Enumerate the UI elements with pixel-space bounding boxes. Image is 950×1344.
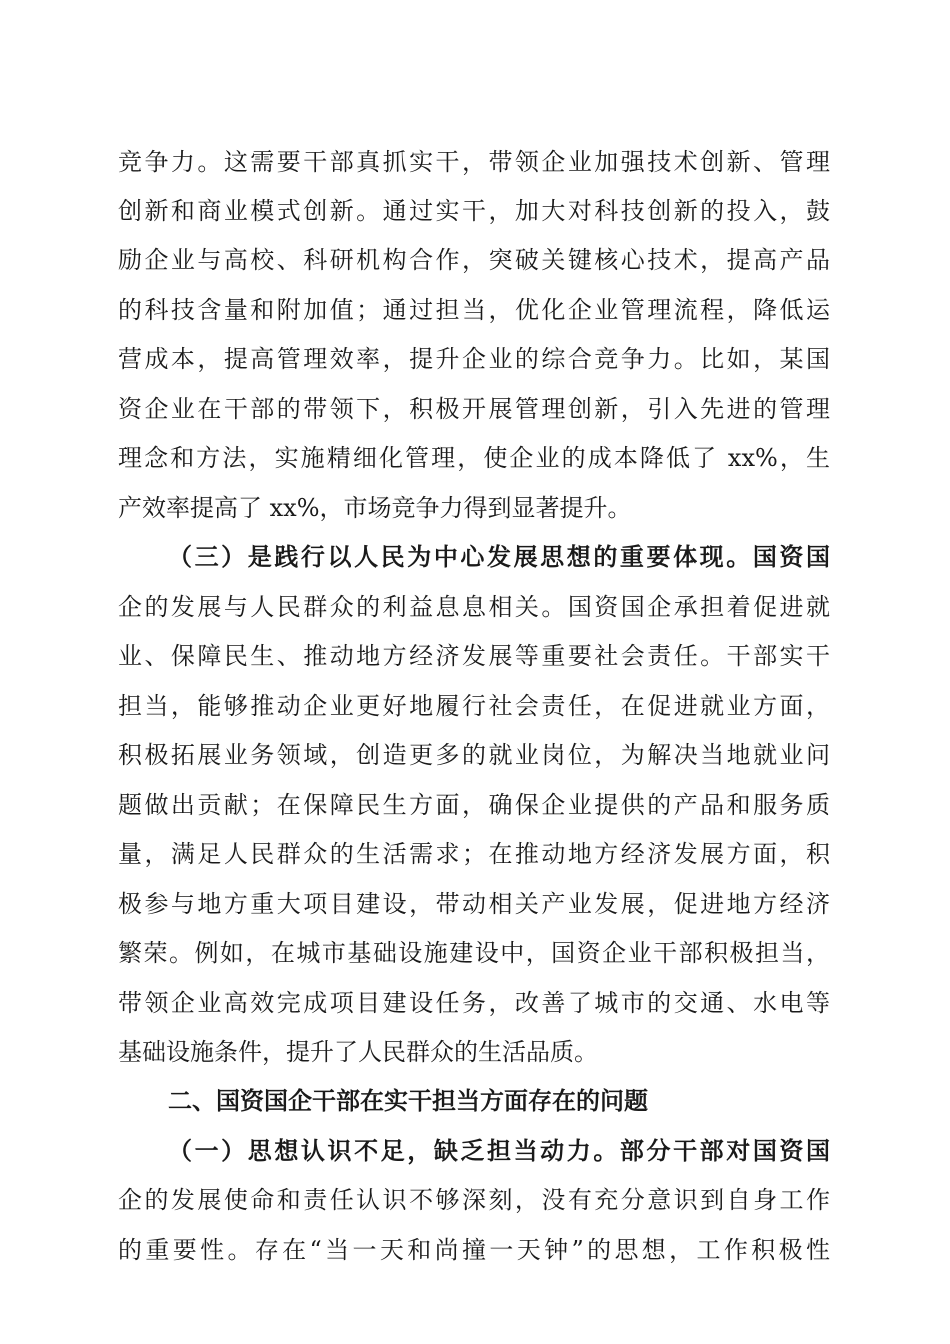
paragraph-line: 的重要性。存在“当一天和尚撞一天钟”的思想，工作积极性	[118, 1236, 830, 1264]
paragraph-line: 繁荣。例如，在城市基础设施建设中，国资企业干部积极担当，	[118, 939, 830, 967]
paragraph-line: 基础设施条件，提升了人民群众的生活品质。	[118, 1038, 598, 1066]
paragraph-line: 的科技含量和附加值；通过担当，优化企业管理流程，降低运	[118, 296, 830, 324]
section-lead-line: （三）是践行以人民为中心发展思想的重要体现。国资国	[168, 542, 830, 571]
paragraph-line: 营成本，提高管理效率，提升企业的综合竞争力。比如，某国	[118, 345, 830, 373]
paragraph-line: 积极拓展业务领域，创造更多的就业岗位，为解决当地就业问	[118, 741, 830, 769]
paragraph-line: 产效率提高了 xx%，市场竞争力得到显著提升。	[118, 494, 632, 522]
paragraph-line: 创新和商业模式创新。通过实干，加大对科技创新的投入，鼓	[118, 197, 830, 225]
paragraph-line: 竞争力。这需要干部真抓实干，带领企业加强技术创新、管理	[118, 148, 830, 176]
paragraph-line: 企的发展使命和责任认识不够深刻，没有充分意识到自身工作	[118, 1186, 830, 1214]
paragraph-line: 带领企业高效完成项目建设任务，改善了城市的交通、水电等	[118, 989, 830, 1017]
paragraph-line: 企的发展与人民群众的利益息息相关。国资国企承担着促进就	[118, 593, 830, 621]
paragraph-line: 资企业在干部的带领下，积极开展管理创新，引入先进的管理	[118, 395, 830, 423]
paragraph-line: 量，满足人民群众的生活需求；在推动地方经济发展方面，积	[118, 840, 830, 868]
subsection-lead-line: （一）思想认识不足，缺乏担当动力。部分干部对国资国	[168, 1136, 830, 1165]
section-heading: 二、国资国企干部在实干担当方面存在的问题	[168, 1087, 648, 1115]
paragraph-line: 业、保障民生、推动地方经济发展等重要社会责任。干部实干	[118, 642, 830, 670]
paragraph-line: 极参与地方重大项目建设，带动相关产业发展，促进地方经济	[118, 890, 830, 918]
paragraph-line: 担当，能够推动企业更好地履行社会责任，在促进就业方面，	[118, 692, 830, 720]
paragraph-line: 理念和方法，实施精细化管理，使企业的成本降低了 xx%，生	[118, 444, 830, 472]
paragraph-line: 题做出贡献；在保障民生方面，确保企业提供的产品和服务质	[118, 791, 830, 819]
paragraph-line: 励企业与高校、科研机构合作，突破关键核心技术，提高产品	[118, 246, 830, 274]
